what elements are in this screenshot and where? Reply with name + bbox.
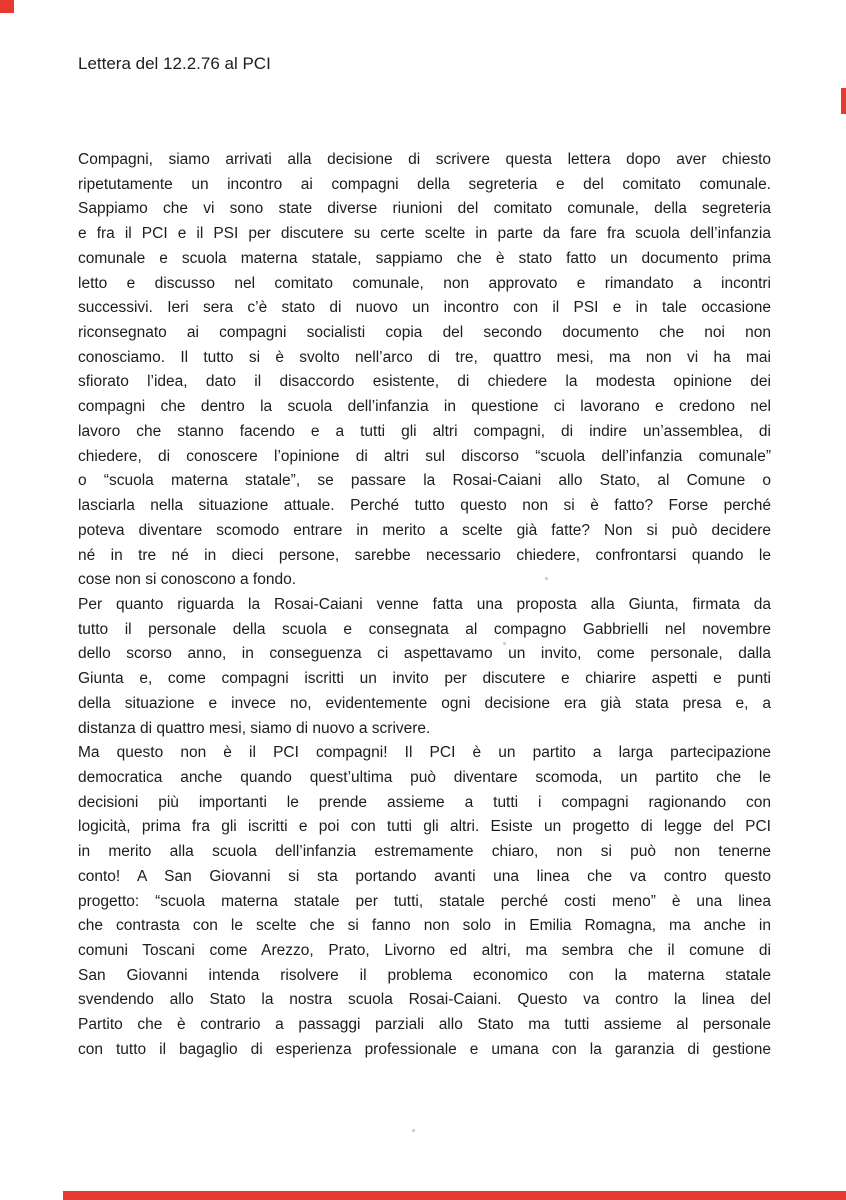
scan-artifact-edge-right <box>841 88 846 114</box>
text-line: Giunta e, come compagni iscritti un invito per discutere e chiarire aspetti e punti <box>78 670 771 688</box>
text-line: Per quanto riguarda la Rosai-Caiani venne fatta una proposta alla Giunta, firmata da <box>78 595 771 613</box>
text-line: conto! A San Giovanni si sta portando avanti una linea che va contro questo <box>78 867 771 885</box>
text-line: compagni che dentro la scuola dell’infanzia in questione ci lavorano e credono nel <box>78 398 771 416</box>
text-line: logicità, prima fra gli iscritti e poi con tutti gli altri. Esiste un progetto di legge del PCI <box>78 818 771 836</box>
text-line: successivi. Ieri sera c’è stato di nuovo un incontro con il PSI e in tale occasione <box>78 299 771 317</box>
text-line: riconsegnato ai compagni socialisti copia del secondo documento che noi non <box>78 324 771 342</box>
letter-title: Lettera del 12.2.76 al PCI <box>78 54 271 73</box>
text-line: svendendo allo Stato la nostra scuola Rosai-Caiani. Questo va contro la linea del <box>78 991 771 1009</box>
text-line: lavoro che stanno facendo e a tutti gli altri compagni, di indire un’assemblea, di <box>78 422 771 440</box>
text-line: Sappiamo che vi sono state diverse riunioni del comitato comunale, della segreteria <box>78 200 771 218</box>
text-line: ripetutamente un incontro ai compagni della segreteria e del comitato comunale. <box>78 175 771 193</box>
text-line: e fra il PCI e il PSI per discutere su certe scelte in parte da fare fra scuola dell’infanzia <box>78 225 771 243</box>
text-line: tutto il personale della scuola e consegnata al compagno Gabbrielli nel novembre <box>78 620 771 638</box>
scan-speck <box>545 577 548 580</box>
text-line: distanza di quattro mesi, siamo di nuovo a scrivere. <box>78 719 431 737</box>
scan-artifact-edge-bottom <box>63 1191 846 1200</box>
text-line: sfiorato l’idea, dato il disaccordo esistente, di chiedere la modesta opinione dei <box>78 373 771 391</box>
text-line: comunale e scuola materna statale, sappiamo che è stato fatto un documento prima <box>78 249 771 267</box>
letter-lines <box>78 148 771 1063</box>
text-line: Compagni, siamo arrivati alla decisione di scrivere questa lettera dopo aver chiesto <box>78 151 771 168</box>
scan-speck <box>412 1129 415 1132</box>
text-line: democratica anche quando quest’ultima può diventare scomoda, un partito che le <box>78 768 771 786</box>
text-line: Partito che è contrario a passaggi parziali allo Stato ma tutti assieme al personale <box>78 1016 771 1034</box>
scan-speck <box>503 642 506 645</box>
text-line: o “scuola materna statale”, se passare la Rosai-Caiani allo Stato, al Comune o <box>78 472 771 490</box>
text-line: conosciamo. Il tutto si è svolto nell’arco di tre, quattro mesi, ma non vi ha mai <box>78 348 771 366</box>
text-line: progetto: “scuola materna statale per tutti, statale perché costi meno” è una linea <box>78 892 771 910</box>
scan-artifact-corner-top-left <box>0 0 14 13</box>
text-line: della situazione e invece no, evidentemente ogni decisione era già stata presa e, a <box>78 694 771 712</box>
text-line: cose non si conoscono a fondo. <box>78 571 297 589</box>
text-line: né in tre né in dieci persone, sarebbe necessario chiedere, confrontarsi quando le <box>78 546 771 564</box>
text-line: chiedere, di conoscere l’opinione di altri sul discorso “scuola dell’infanzia comunale” <box>78 447 771 465</box>
text-line: letto e discusso nel comitato comunale, non approvato e rimandato a incontri <box>78 274 771 292</box>
text-line: lasciarla nella situazione attuale. Perché tutto questo non si è fatto? Forse perché <box>78 497 771 515</box>
text-line: poteva diventare scomodo entrare in merito a scelte già fatte? Non si può decidere <box>78 521 771 539</box>
text-line: che contrasta con le scelte che si fanno non solo in Emilia Romagna, ma anche in <box>78 917 771 935</box>
text-line: comuni Toscani come Arezzo, Prato, Livorno ed altri, ma sembra che il comune di <box>78 942 771 959</box>
text-line: dello scorso anno, in conseguenza ci aspettavamo un invito, come personale, dalla <box>78 645 771 663</box>
text-line: con tutto il bagaglio di esperienza professionale e umana con la garanzia di gestione <box>78 1040 771 1058</box>
text-line: in merito alla scuola dell’infanzia estremamente chiaro, non si può non tenerne <box>78 843 771 861</box>
text-line: San Giovanni intenda risolvere il problema economico con la materna statale <box>78 966 771 984</box>
text-line: decisioni più importanti le prende assieme a tutti i compagni ragionando con <box>78 793 771 811</box>
text-line: Ma questo non è il PCI compagni! Il PCI è un partito a larga partecipazione <box>78 744 771 762</box>
